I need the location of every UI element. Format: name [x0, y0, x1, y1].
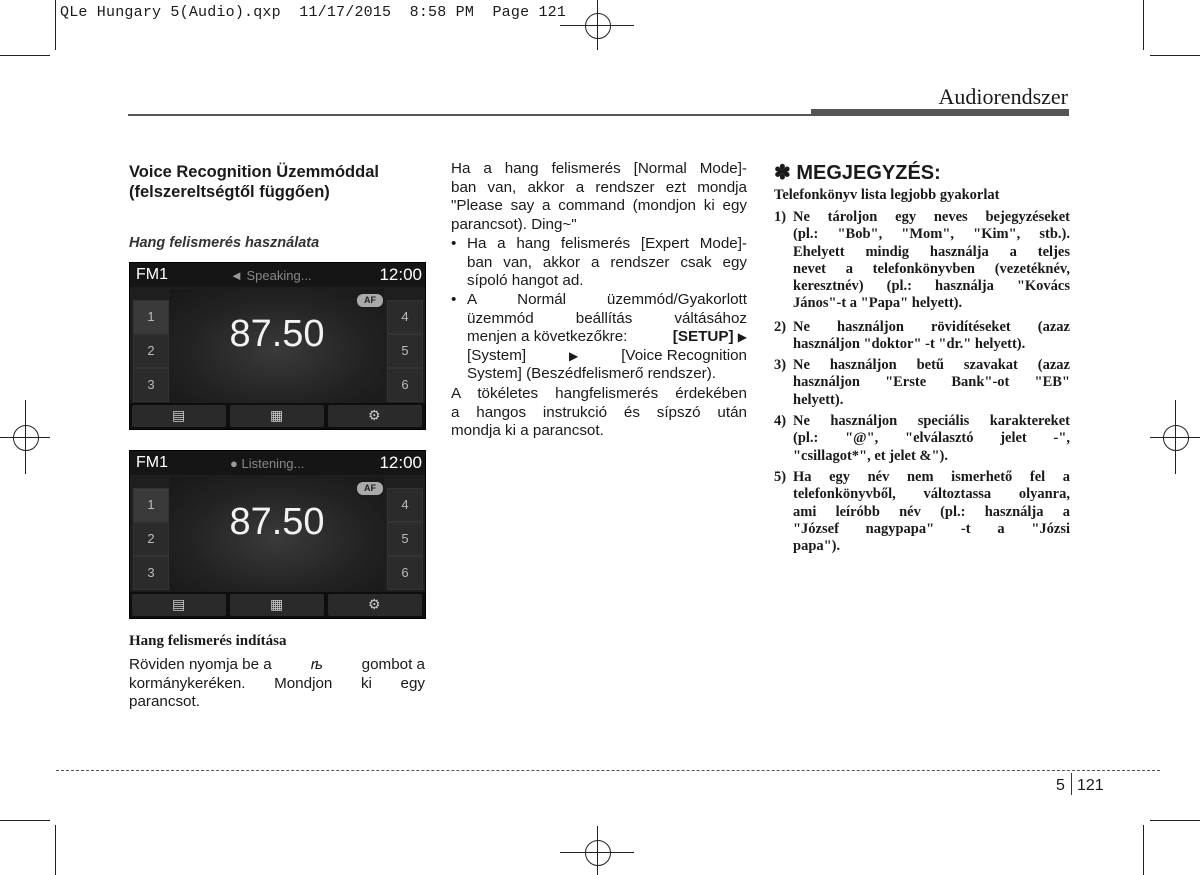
- band-label: FM1: [136, 266, 168, 283]
- bullet-icon: •: [451, 291, 457, 308]
- radio-screen-listening: [129, 450, 426, 619]
- preset-button-5[interactable]: 5: [387, 522, 423, 556]
- subheading: Hang felismerés használata: [129, 235, 320, 251]
- header-bar: [811, 109, 1069, 116]
- auto-store-button[interactable]: [230, 594, 324, 616]
- auto-store-button[interactable]: [230, 405, 324, 427]
- preset-button-3[interactable]: 3: [133, 368, 169, 402]
- footer-divider: [56, 770, 1160, 771]
- voice-button-icon: ѣ: [310, 656, 323, 673]
- preset-button-1[interactable]: 1: [133, 300, 169, 334]
- preset-button-4[interactable]: 4: [387, 488, 423, 522]
- preset-button-2[interactable]: 2: [133, 522, 169, 556]
- note-list: 1) Ne tároljon egy neves bejegyzéseket (pl.: "Bob", "Mom", "Kim", stb.). Ehelyett mindig használja a teljes nevet a telefonkönyvben (vezetéknév, keresztnév) (pl.: használja "Kovács János"-t a "Papa" helyett). 2) Ne használjon rövidítéseket (azaz használjon "doktor" -t "dr." helyett). 3) Ne használjon betű szavakat (azaz használjon "Erste Bank"-ot "EB" helyett). 4) Ne használjon speciális karaktereket (pl.: "@", "elválasztó jelet -", "csillagot*", et jelet &"). 5) Ha egy név nem ismerhető fel a telefonkönyvből, változtassa olyanra, ami leíróbb név (pl.: használja a "József nagypapa" -t a "Józsi papa").: [774, 209, 1070, 555]
- normal-mode-paragraph: Ha a hang felismerés [Normal Mode]- ban van, akkor a rendszer ezt mondja "Please say a command (mondjon ki egy parancsot). Ding~": [451, 160, 747, 233]
- speaker-icon: ◄: [230, 268, 243, 283]
- preset-button-5[interactable]: 5: [387, 334, 423, 368]
- af-badge: AF: [357, 294, 383, 307]
- page-number: 121: [1077, 777, 1104, 794]
- frequency-display: [170, 477, 384, 601]
- settings-button[interactable]: [328, 405, 422, 427]
- radio-list-icon: ▤: [172, 596, 186, 612]
- header-rule: [128, 114, 811, 116]
- crop-mark: [0, 55, 50, 56]
- note-title: ✽ MEGJEGYZÉS:: [774, 162, 941, 184]
- crop-mark: [55, 825, 56, 875]
- frequency-display: [170, 289, 384, 413]
- radio-list-icon: ▤: [172, 407, 186, 423]
- preset-button-1[interactable]: 1: [133, 488, 169, 522]
- note-subtitle: Telefonkönyv lista legjobb gyakorlat: [774, 187, 1000, 203]
- preset-button-2[interactable]: 2: [133, 334, 169, 368]
- settings-button[interactable]: [328, 594, 422, 616]
- preset-button-6[interactable]: 6: [387, 556, 423, 590]
- section-title: Audiorendszer: [938, 84, 1068, 109]
- gear-icon: ⚙: [368, 407, 381, 423]
- listening-status: ● Listening...: [230, 456, 305, 471]
- auto-store-icon: ▦: [270, 596, 284, 612]
- crop-mark: [55, 0, 56, 50]
- crop-mark: [1143, 0, 1144, 50]
- bullet-icon: •: [451, 235, 457, 252]
- page-number-divider: [1071, 773, 1072, 795]
- arrow-right-icon: ▶: [737, 330, 747, 344]
- preset-button-3[interactable]: 3: [133, 556, 169, 590]
- closing-paragraph: A tökéletes hangfelismerés érdekében a hangos instrukció és sípszó után mondja ki a parancsot.: [451, 385, 747, 439]
- preset-button-4[interactable]: 4: [387, 300, 423, 334]
- crop-mark: [1150, 820, 1200, 821]
- microphone-icon: ●: [230, 456, 238, 471]
- crop-mark: [0, 820, 50, 821]
- speaking-status: ◄ Speaking...: [230, 268, 312, 283]
- radio-screen-speaking: [129, 262, 426, 430]
- start-text: Röviden nyomja be a ѣ gombot a kormánykeréken. Mondjon ki egy parancsot.: [129, 656, 425, 710]
- preset-button-6[interactable]: 6: [387, 368, 423, 402]
- section-heading: Voice Recognition Üzemmóddal (felszereltségtől függően): [129, 163, 379, 201]
- gear-icon: ⚙: [368, 596, 381, 612]
- af-badge: AF: [357, 482, 383, 495]
- expert-mode-bullet: • Ha a hang felismerés [Expert Mode]- ban van, akkor a rendszer csak egy sípoló hangot ad.: [451, 235, 747, 289]
- frequency: 87.50: [229, 313, 325, 355]
- start-heading: Hang felismerés indítása: [129, 633, 287, 649]
- mode-switch-bullet: • A Normál üzemmód/Gyakorlott üzemmód beállítás váltásához menjen a következőkre: [SETUP] ▶ [System] ▶ [Voice Recognition System] (Beszédfelismerő rendszer).: [451, 291, 747, 382]
- crop-mark: [1150, 55, 1200, 56]
- radio-list-button[interactable]: [132, 405, 226, 427]
- clock: 12:00: [379, 453, 422, 472]
- screen-button-bar: [130, 403, 425, 429]
- print-slug: QLe Hungary 5(Audio).qxp 11/17/2015 8:58 PM Page 121: [60, 4, 567, 21]
- screen-button-bar: [130, 592, 425, 618]
- crop-mark: [1143, 825, 1144, 875]
- arrow-right-icon: ▶: [569, 348, 579, 363]
- chapter-number: 5: [1056, 777, 1065, 794]
- band-label: FM1: [136, 454, 168, 471]
- radio-list-button[interactable]: [132, 594, 226, 616]
- clock: 12:00: [379, 265, 422, 284]
- frequency: 87.50: [229, 501, 325, 543]
- auto-store-icon: ▦: [270, 407, 284, 423]
